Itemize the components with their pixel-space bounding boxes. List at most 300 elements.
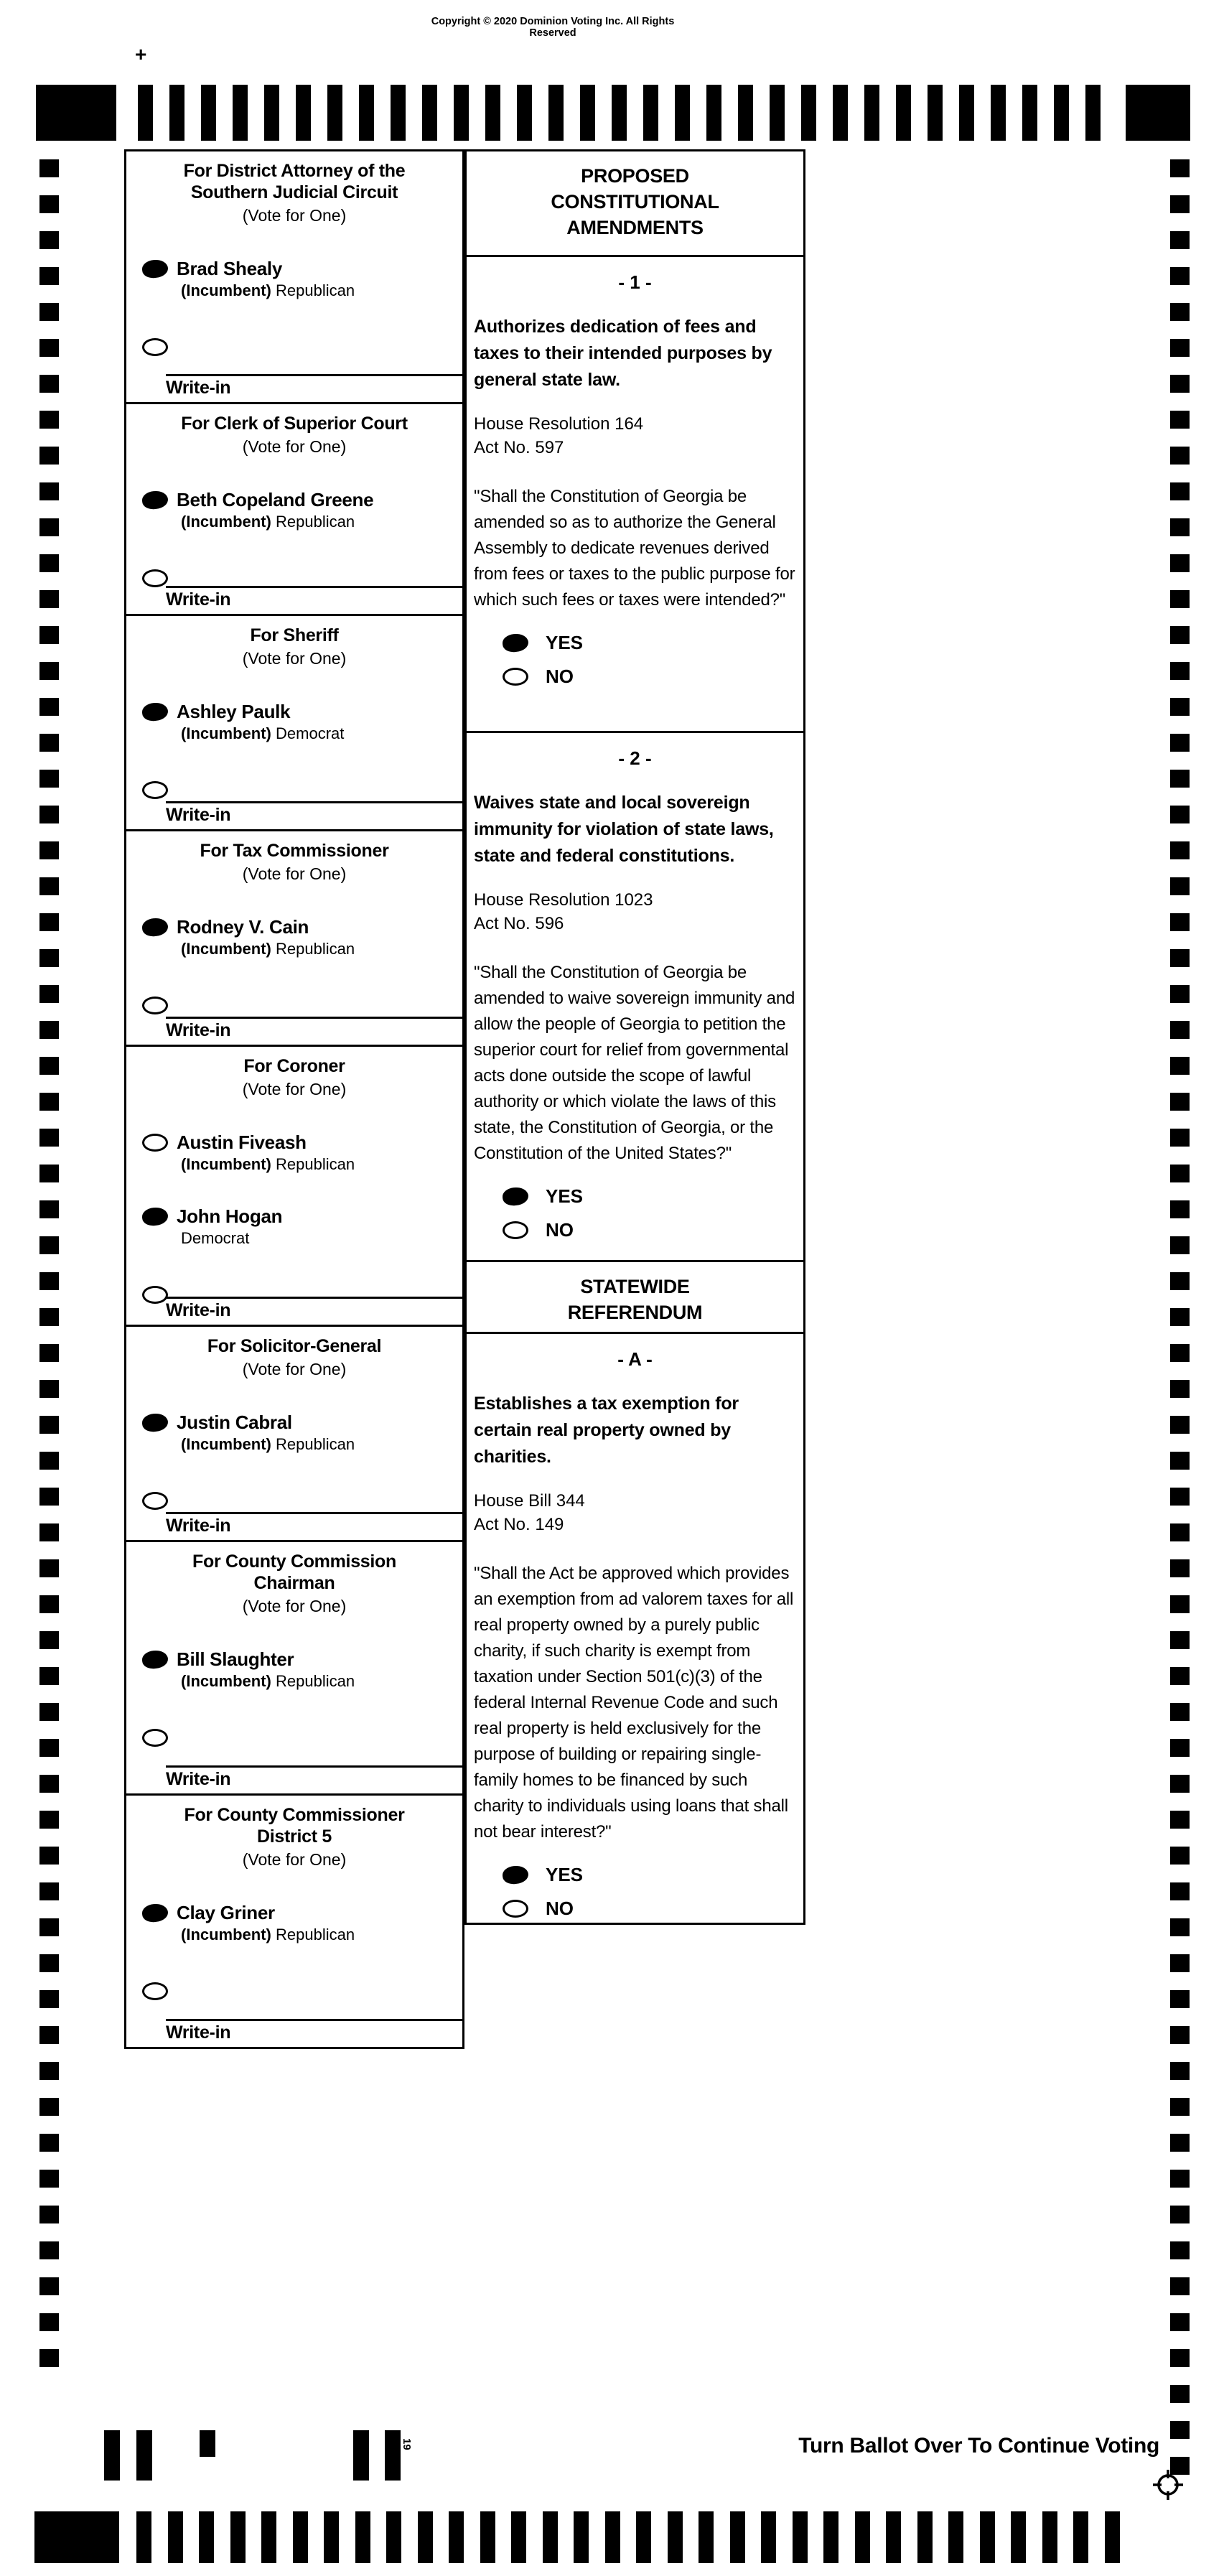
timing-mark: [39, 2062, 59, 2080]
timing-mark: [1170, 1344, 1190, 1362]
timing-mark: [517, 85, 532, 141]
vote-for-instruction: (Vote for One): [242, 649, 347, 668]
timing-mark: [1170, 1595, 1190, 1613]
incumbent-label: (Incumbent): [181, 724, 271, 742]
timing-mark: [39, 339, 59, 357]
timing-mark: [1170, 2421, 1190, 2439]
timing-mark: [699, 2511, 714, 2563]
candidate-info: [177, 1205, 282, 1248]
candidate-row: [126, 916, 462, 958]
contest-title: [126, 160, 462, 203]
timing-mark: [199, 2511, 214, 2563]
timing-mark: [39, 411, 59, 429]
timing-mark: [264, 85, 279, 141]
candidate-info: [177, 1902, 355, 1944]
timing-mark: [293, 2511, 308, 2563]
timing-mark: [738, 85, 753, 141]
timing-mark: [1170, 1272, 1190, 1290]
write-in-label: Write-in: [166, 589, 231, 610]
candidate-row: [126, 1902, 462, 1944]
timing-mark: [39, 698, 59, 716]
write-in-oval[interactable]: [142, 338, 168, 356]
timing-mark: [1170, 734, 1190, 752]
candidate-row: [126, 1411, 462, 1454]
timing-mark: [948, 2511, 963, 2563]
timing-mark: [233, 85, 248, 141]
timing-mark: [261, 2511, 276, 2563]
contest-title-line: District 5: [257, 1826, 332, 1847]
party-label: Republican: [276, 1155, 355, 1173]
option-label: NO: [546, 1219, 574, 1241]
candidate-info: [177, 1131, 355, 1174]
timing-mark: [39, 2206, 59, 2223]
timing-mark: [39, 2170, 59, 2188]
contest-title-line: For County Commissioner: [184, 1805, 405, 1825]
timing-mark: [1170, 303, 1190, 321]
timing-mark: [39, 770, 59, 788]
timing-mark: [1170, 1021, 1190, 1039]
timing-mark: [36, 85, 116, 141]
party-label: Republican: [276, 1926, 355, 1943]
write-in-label: Write-in: [166, 1300, 231, 1320]
timing-mark: [1170, 1308, 1190, 1326]
timing-mark: [201, 85, 216, 141]
candidate-name: Austin Fiveash: [177, 1131, 307, 1153]
measure-number: - 2 -: [618, 747, 652, 769]
timing-mark: [39, 2098, 59, 2116]
incumbent-label: (Incumbent): [181, 281, 271, 299]
timing-mark: [39, 1057, 59, 1075]
timing-mark: [1170, 518, 1190, 536]
timing-mark: [548, 85, 564, 141]
option-label: YES: [546, 1864, 584, 1885]
timing-mark: [39, 1021, 59, 1039]
timing-mark: [39, 913, 59, 931]
timing-mark: [1073, 2511, 1088, 2563]
party-label: Republican: [276, 1435, 355, 1453]
measure-summary: Establishes a tax exemption for certain real property owned by charities.: [474, 1394, 739, 1467]
write-in-area[interactable]: [166, 1765, 462, 1790]
timing-mark: [636, 2511, 651, 2563]
candidate-party: [177, 724, 344, 743]
contest-title: [126, 625, 462, 646]
measure-number: - 1 -: [618, 271, 652, 293]
timing-mark: [39, 949, 59, 967]
option-label: NO: [546, 666, 574, 687]
timing-mark: [1170, 1129, 1190, 1147]
timing-mark: [896, 85, 911, 141]
contest-title: [126, 1804, 462, 1847]
timing-mark: [39, 2134, 59, 2152]
measure-reference-line: House Resolution 1023: [474, 890, 653, 910]
timing-mark: [1170, 2277, 1190, 2295]
timing-mark: [864, 85, 879, 141]
timing-mark: [959, 85, 974, 141]
timing-mark: [1170, 2026, 1190, 2044]
timing-mark: [793, 2511, 808, 2563]
timing-mark: [511, 2511, 526, 2563]
timing-mark: [296, 85, 311, 141]
measure-option-row: [503, 1185, 803, 1208]
registration-plus-mark: +: [135, 43, 147, 65]
timing-mark: [200, 2430, 215, 2457]
write-in-label: Write-in: [166, 1516, 231, 1536]
yes-oval[interactable]: [502, 1186, 529, 1206]
timing-mark: [1170, 1057, 1190, 1075]
candidate-row: [126, 489, 462, 531]
measure-question: "Shall the Constitution of Georgia be amended to waive sovereign immunity and allow the people of Georgia to petition the superior court for relief from governmental acts done outside the scope of lawful authority or which violate the laws of this state, the Constitution of Georgia, or the Constitution of the United States?": [474, 963, 795, 1163]
timing-mark: [39, 1272, 59, 1290]
write-in-oval[interactable]: [142, 1729, 168, 1747]
measure-reference-line: Act No. 596: [474, 914, 564, 933]
timing-mark: [391, 85, 406, 141]
timing-mark: [39, 1308, 59, 1326]
timing-mark: [359, 85, 374, 141]
measure-option-row: [503, 1219, 803, 1241]
timing-mark: [104, 2430, 120, 2481]
write-in-area[interactable]: [166, 374, 462, 398]
timing-mark: [39, 1847, 59, 1865]
timing-mark: [1170, 1523, 1190, 1541]
contest-title: [126, 413, 462, 434]
timing-mark: [39, 267, 59, 285]
timing-mark: [418, 2511, 433, 2563]
timing-mark: [39, 482, 59, 500]
timing-mark: [1170, 1703, 1190, 1721]
contest-title: [126, 840, 462, 862]
candidate-name: Bill Slaughter: [177, 1648, 294, 1670]
timing-mark: [39, 1416, 59, 1434]
timing-mark: [449, 2511, 464, 2563]
timing-mark: [1170, 1739, 1190, 1757]
candidate-party: [177, 281, 355, 300]
timing-mark: [1170, 1775, 1190, 1793]
contest-title: [126, 1551, 462, 1594]
contest-title-line: For Solicitor-General: [207, 1336, 382, 1356]
timing-mark: [1170, 2349, 1190, 2367]
write-in-oval[interactable]: [142, 1982, 168, 2000]
timing-mark: [355, 2511, 370, 2563]
timing-mark: [1170, 2134, 1190, 2152]
timing-mark: [1170, 1488, 1190, 1506]
candidate-info: [177, 916, 355, 958]
write-in-oval[interactable]: [142, 781, 168, 799]
vote-for-instruction: (Vote for One): [242, 1850, 347, 1869]
timing-mark: [770, 85, 785, 141]
candidate-info: [177, 489, 373, 531]
measure-summary: Authorizes dedication of fees and taxes to their intended purposes by general state law.: [474, 317, 772, 390]
timing-mark: [643, 85, 658, 141]
timing-mark: [39, 662, 59, 680]
measure-reference-line: House Resolution 164: [474, 414, 644, 434]
write-in-area[interactable]: [166, 586, 462, 610]
timing-mark: [1170, 949, 1190, 967]
section-header-line: CONSTITUTIONAL: [551, 191, 719, 213]
timing-mark: [39, 447, 59, 465]
timing-mark: [991, 85, 1006, 141]
timing-mark: [385, 2430, 401, 2481]
incumbent-label: (Incumbent): [181, 1672, 271, 1690]
write-in-label: Write-in: [166, 1769, 231, 1789]
vote-for-instruction: (Vote for One): [242, 1080, 347, 1098]
party-label: Democrat: [181, 1229, 250, 1247]
timing-mark: [324, 2511, 339, 2563]
timing-mark: [39, 806, 59, 823]
no-oval[interactable]: [503, 668, 528, 686]
candidate-party: [177, 1926, 355, 1944]
measure-question: "Shall the Act be approved which provides an exemption from ad valorem taxes for all real property owned by a purely public charity, if such charity is exempt from taxation under Section 501(c)(3) of the federal Internal Revenue Code and such real property is held exclusively for the purpose of building or repairing single-family homes to be financed by such charity to individuals using loans that shall not bear interest?": [474, 1564, 794, 1842]
candidate-oval[interactable]: [141, 917, 169, 937]
timing-mark: [1170, 195, 1190, 213]
contest-title-line: For Tax Commissioner: [200, 841, 389, 861]
timing-mark: [39, 877, 59, 895]
timing-mark: [136, 2511, 151, 2563]
timing-mark: [386, 2511, 401, 2563]
timing-mark: [39, 195, 59, 213]
contest-box: [126, 1327, 462, 1542]
timing-mark: [1170, 590, 1190, 608]
candidate-info: [177, 1411, 355, 1454]
timing-mark: [39, 1452, 59, 1470]
candidate-oval[interactable]: [141, 1649, 169, 1669]
vote-for-instruction: (Vote for One): [242, 1597, 347, 1615]
timing-mark: [39, 1811, 59, 1829]
candidate-row: [126, 1131, 462, 1174]
contest-title-line: Chairman: [253, 1573, 335, 1593]
candidate-party: [177, 1672, 355, 1691]
vote-for-instruction: (Vote for One): [242, 437, 347, 456]
contest-box: [126, 1542, 462, 1796]
timing-mark: [1170, 2098, 1190, 2116]
timing-mark: [1170, 1452, 1190, 1470]
write-in-area[interactable]: [166, 801, 462, 826]
measure-option-row: [503, 1864, 803, 1886]
timing-mark: [39, 1488, 59, 1506]
timing-mark: [1170, 1667, 1190, 1685]
timing-mark: [39, 2277, 59, 2295]
sheet-number: 19: [401, 2438, 413, 2450]
candidate-row: [126, 1648, 462, 1691]
contest-box: [126, 151, 462, 404]
candidate-oval[interactable]: [141, 1903, 169, 1923]
timing-mark: [39, 626, 59, 644]
candidate-party: [177, 1435, 355, 1454]
yes-oval[interactable]: [502, 633, 529, 653]
party-label: Republican: [276, 940, 355, 958]
timing-mark: [1170, 375, 1190, 393]
write-in-label: Write-in: [166, 805, 231, 825]
timing-mark: [480, 2511, 495, 2563]
timing-mark: [39, 2026, 59, 2044]
copyright-notice: Copyright © 2020 Dominion Voting Inc. All Rights Reserved: [431, 16, 675, 39]
timing-mark: [39, 1200, 59, 1218]
candidate-oval[interactable]: [141, 701, 169, 722]
option-label: YES: [546, 632, 584, 653]
timing-mark: [39, 1559, 59, 1577]
timing-mark: [1170, 159, 1190, 177]
party-label: Republican: [276, 281, 355, 299]
candidate-party: [177, 1229, 282, 1248]
timing-mark: [1054, 85, 1069, 141]
timing-mark: [39, 1631, 59, 1649]
write-in-area[interactable]: [166, 1297, 462, 1321]
candidate-oval[interactable]: [142, 1134, 168, 1152]
timing-mark: [706, 85, 721, 141]
write-in-oval[interactable]: [142, 1286, 168, 1304]
empty-choice-row: [126, 994, 462, 1014]
contest-title-line: For County Commission: [192, 1551, 396, 1572]
timing-mark: [1170, 698, 1190, 716]
candidate-info: [177, 701, 344, 743]
candidate-name: Brad Shealy: [177, 258, 282, 279]
timing-mark: [39, 1739, 59, 1757]
timing-mark: [39, 1595, 59, 1613]
timing-mark: [39, 1165, 59, 1182]
measure-reference-line: Act No. 149: [474, 1515, 564, 1534]
incumbent-label: (Incumbent): [181, 940, 271, 958]
timing-mark: [1170, 1882, 1190, 1900]
timing-mark: [39, 1667, 59, 1685]
contest-title-line: For District Attorney of the: [183, 161, 406, 181]
timing-mark: [886, 2511, 901, 2563]
timing-mark: [1022, 85, 1037, 141]
no-oval[interactable]: [503, 1221, 528, 1239]
section-header-title: [467, 1262, 803, 1325]
timing-mark: [454, 85, 469, 141]
candidate-name: Beth Copeland Greene: [177, 489, 374, 510]
yes-oval[interactable]: [502, 1865, 529, 1885]
timing-mark: [1170, 1093, 1190, 1111]
candidate-name: Ashley Paulk: [177, 701, 291, 722]
timing-mark: [136, 2430, 152, 2481]
contest-box: [126, 616, 462, 831]
contest-title: [126, 1055, 462, 1077]
party-label: Republican: [276, 513, 355, 531]
section-header-line: PROPOSED: [581, 165, 689, 187]
write-in-oval[interactable]: [142, 997, 168, 1014]
timing-mark: [39, 841, 59, 859]
timing-mark: [1170, 2313, 1190, 2331]
measure-references: [474, 412, 796, 459]
timing-mark: [34, 2511, 119, 2563]
no-oval[interactable]: [503, 1900, 528, 1918]
vote-for-instruction: (Vote for One): [242, 864, 347, 883]
timing-mark: [1170, 1954, 1190, 1972]
candidate-oval[interactable]: [141, 258, 169, 279]
timing-mark: [39, 1380, 59, 1398]
party-label: Democrat: [276, 724, 345, 742]
candidate-party: [177, 940, 355, 958]
empty-choice-row: [126, 567, 462, 587]
measure-option-row: [503, 632, 803, 654]
timing-mark: [823, 2511, 838, 2563]
timing-mark: [169, 85, 184, 141]
timing-mark: [1170, 1416, 1190, 1434]
timing-mark: [39, 2349, 59, 2367]
write-in-label: Write-in: [166, 1020, 231, 1040]
option-label: NO: [546, 1898, 574, 1919]
candidate-info: [177, 258, 355, 300]
write-in-oval[interactable]: [142, 569, 168, 587]
candidate-row: [126, 258, 462, 300]
timing-mark: [1042, 2511, 1057, 2563]
timing-mark: [39, 1882, 59, 1900]
timing-mark: [1170, 554, 1190, 572]
timing-mark: [1170, 411, 1190, 429]
registration-target-icon: [1151, 2468, 1185, 2501]
contest-title-line: For Sheriff: [250, 625, 339, 645]
timing-mark: [1170, 662, 1190, 680]
timing-mark: [1170, 1165, 1190, 1182]
measure-reference-line: Act No. 597: [474, 438, 564, 457]
timing-mark: [39, 1523, 59, 1541]
timing-mark: [1170, 806, 1190, 823]
section-header-line: REFERENDUM: [567, 1302, 703, 1323]
empty-choice-row: [126, 1490, 462, 1510]
timing-mark: [675, 85, 690, 141]
timing-mark: [1085, 85, 1101, 141]
timing-mark: [39, 518, 59, 536]
timing-mark: [39, 734, 59, 752]
contest-title: [126, 1335, 462, 1357]
candidate-row: [126, 1205, 462, 1248]
timing-mark: [1170, 841, 1190, 859]
timing-mark: [39, 303, 59, 321]
timing-mark: [668, 2511, 683, 2563]
timing-mark: [1105, 2511, 1120, 2563]
measure-references: [474, 888, 796, 935]
timing-mark: [39, 1918, 59, 1936]
candidate-name: John Hogan: [177, 1205, 283, 1227]
write-in-area[interactable]: [166, 1017, 462, 1041]
write-in-area[interactable]: [166, 1512, 462, 1536]
contest-box: [126, 1796, 462, 2047]
measure-references: [474, 1489, 796, 1536]
option-label: YES: [546, 1185, 584, 1207]
timing-mark: [1170, 231, 1190, 249]
timing-mark: [1170, 877, 1190, 895]
timing-mark: [39, 1344, 59, 1362]
contest-box: [126, 1047, 462, 1327]
empty-choice-row: [126, 1980, 462, 2000]
timing-mark: [1170, 2241, 1190, 2259]
timing-mark: [1170, 913, 1190, 931]
candidate-info: [177, 1648, 355, 1691]
candidate-oval[interactable]: [141, 1206, 169, 1226]
timing-mark: [1170, 2385, 1190, 2403]
section-header-line: STATEWIDE: [580, 1276, 690, 1297]
write-in-oval[interactable]: [142, 1492, 168, 1510]
timing-mark: [580, 85, 595, 141]
timing-mark: [917, 2511, 933, 2563]
timing-mark: [39, 1990, 59, 2008]
timing-mark: [39, 2313, 59, 2331]
candidate-oval[interactable]: [141, 1412, 169, 1432]
candidate-oval[interactable]: [141, 490, 169, 510]
timing-mark: [543, 2511, 558, 2563]
timing-mark: [833, 85, 848, 141]
vote-for-instruction: (Vote for One): [242, 1360, 347, 1378]
write-in-area[interactable]: [166, 2019, 462, 2043]
incumbent-label: (Incumbent): [181, 513, 271, 531]
timing-mark: [39, 554, 59, 572]
timing-mark: [1170, 1559, 1190, 1577]
timing-mark: [1170, 2170, 1190, 2188]
measures-column: [464, 149, 805, 1925]
timing-mark: [39, 1129, 59, 1147]
timing-mark: [761, 2511, 776, 2563]
incumbent-label: (Incumbent): [181, 1155, 271, 1173]
